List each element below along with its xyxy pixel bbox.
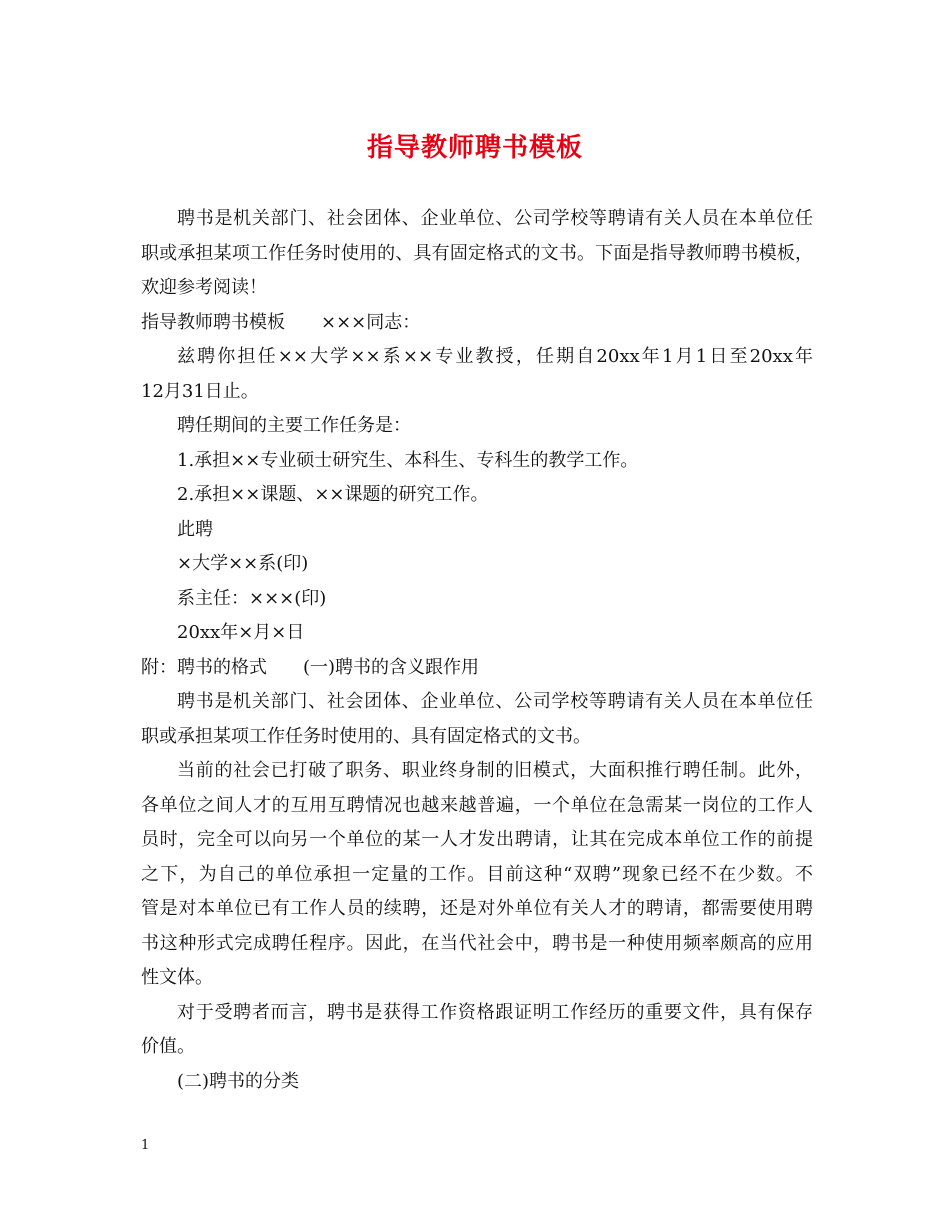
- list-item: 1.承担××专业硕士研究生、本科生、专科生的教学工作。: [177, 449, 639, 471]
- paragraph-line: 性文体。: [141, 967, 213, 988]
- paragraph-line: 书这种形式完成聘任程序。因此，在当代社会中，聘书是一种使用频率颇高的应用: [141, 932, 813, 954]
- section-heading: (二)聘书的分类: [177, 1070, 300, 1092]
- paragraph-line: 员时，完全可以向另一个单位的某一人才发出聘请，让其在完成本单位工作的前提: [141, 829, 813, 850]
- list-item: 2.承担××课题、××课题的研究工作。: [177, 484, 489, 505]
- paragraph-line: 欢迎参考阅读！: [141, 277, 267, 298]
- closing-line: 此聘: [177, 518, 213, 540]
- paragraph-line: 之下，为自己的单位承担一定量的工作。目前这种“双聘”现象已经不在少数。不: [141, 863, 813, 885]
- paragraph-line: 当前的社会已打破了职务、职业终身制的旧模式，大面积推行聘任制。此外，: [177, 760, 813, 781]
- document-title: 指导教师聘书模板: [366, 133, 583, 163]
- paragraph-line: 聘书是机关部门、社会团体、企业单位、公司学校等聘请有关人员在本单位任: [177, 691, 813, 712]
- paragraph-line: 价值。: [141, 1036, 195, 1057]
- date-line: 20xx年×月×日: [177, 622, 305, 643]
- paragraph-line: 指导教师聘书模板 ×××同志：: [141, 311, 421, 333]
- paragraph-line: 管是对本单位已有工作人员的续聘，还是对外单位有关人才的聘请，都需要使用聘: [141, 898, 813, 919]
- document-body: [141, 202, 813, 1099]
- paragraph-line: 聘任期间的主要工作任务是：: [177, 415, 411, 436]
- paragraph-line: 各单位之间人才的互用互聘情况也越来越普遍，一个单位在急需某一岗位的工作人: [141, 794, 813, 816]
- signature-line: 系主任：×××(印): [177, 587, 327, 609]
- paragraph-line: 职或承担某项工作任务时使用的、具有固定格式的文书。下面是指导教师聘书模板，: [141, 242, 813, 264]
- signature-line: ×大学××系(印): [177, 553, 309, 574]
- paragraph-line: 兹聘你担任××大学××系××专业教授，任期自20xx年1月1日至20xx年: [177, 346, 813, 367]
- page-number: 1: [141, 1138, 150, 1153]
- paragraph-line: 对于受聘者而言，聘书是获得工作资格跟证明工作经历的重要文件，具有保存: [177, 1001, 813, 1023]
- paragraph-line: 12月31日止。: [141, 380, 259, 402]
- paragraph-line: 聘书是机关部门、社会团体、企业单位、公司学校等聘请有关人员在本单位任: [177, 208, 813, 229]
- section-heading: 附：聘书的格式 (一)聘书的含义跟作用: [141, 656, 480, 678]
- paragraph-line: 职或承担某项工作任务时使用的、具有固定格式的文书。: [141, 725, 591, 747]
